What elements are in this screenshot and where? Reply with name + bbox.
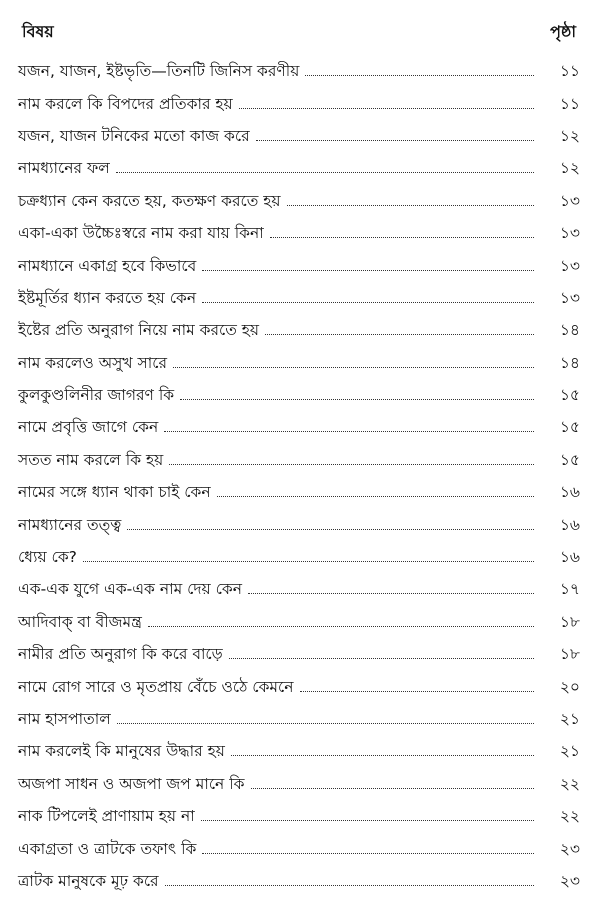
toc-entry [18, 509, 580, 541]
toc-entry-page-number: ১৬ [559, 515, 580, 534]
toc-entry [18, 348, 580, 380]
toc-entry [18, 153, 580, 185]
dot-leader [305, 75, 534, 76]
toc-entry-page-number: ১৬ [559, 548, 580, 567]
toc-entry [18, 412, 580, 444]
toc-entry-title: আদিবাক্ বা বীজমন্ত্র [18, 612, 142, 631]
toc-entry-page-number: ২৩ [559, 871, 580, 890]
toc-entry-page-number: ১৩ [559, 288, 580, 307]
toc-entry [18, 736, 580, 768]
toc-entry-title: কুলকুণ্ডলিনীর জাগরণ কি [18, 386, 175, 405]
dot-leader [229, 658, 534, 659]
toc-entry-title: অজপা সাধন ও অজপা জপ মানে কি [18, 774, 245, 793]
dot-leader [239, 108, 534, 109]
dot-leader [256, 140, 534, 141]
toc-entry-title: নাক টিপলেই প্রাণায়াম হয় না [18, 807, 195, 826]
toc-entry-page-number: ১১ [559, 94, 580, 113]
toc-entry [18, 445, 580, 477]
toc-entry [18, 121, 580, 153]
toc-entry-page-number: ১৫ [559, 418, 580, 437]
toc-entry [18, 833, 580, 865]
toc-entry [18, 704, 580, 736]
dot-leader [173, 367, 534, 368]
toc-entry-title: নাম করলেও অসুখ সারে [18, 353, 168, 372]
toc-entry-title: একা-একা উচ্চৈঃস্বরে নাম করা যায় কিনা [18, 224, 264, 243]
toc-entry-title: ধ্যেয় কে? [18, 548, 77, 567]
toc-entry-page-number: ১৪ [559, 321, 580, 340]
dot-leader [116, 172, 534, 173]
dot-leader [300, 691, 534, 692]
toc-entry-title: নামধ্যানে একাগ্র হবে কিভাবে [18, 256, 197, 275]
toc-entry [18, 671, 580, 703]
dot-leader [169, 464, 534, 465]
toc-entry-title: নাম করলেই কি মানুষের উদ্ধার হয় [18, 742, 225, 761]
toc-entry [18, 801, 580, 833]
toc-entry [18, 218, 580, 250]
toc-entry [18, 574, 580, 606]
toc-entry-page-number: ১৫ [559, 386, 580, 405]
toc-entry-page-number: ২২ [559, 807, 580, 826]
dot-leader [180, 399, 534, 400]
page-heading: পৃষ্ঠা [550, 21, 576, 41]
toc-entry [18, 639, 580, 671]
toc-entry [18, 88, 580, 120]
toc-entry-page-number: ১৩ [559, 256, 580, 275]
dot-leader [202, 853, 534, 854]
toc-entry-page-number: ১৮ [559, 645, 580, 664]
toc-entry [18, 477, 580, 509]
toc-entry-page-number: ১৪ [559, 353, 580, 372]
toc-entry [18, 542, 580, 574]
toc-entry-title: যজন, যাজন, ইষ্টভৃতি—তিনটি জিনিস করণীয় [18, 62, 300, 81]
toc-entry-page-number: ১৭ [559, 580, 580, 599]
dot-leader [202, 270, 534, 271]
toc-entry-title: ইষ্টমূর্তির ধ্যান করতে হয় কেন [18, 288, 197, 307]
toc-entry [18, 56, 580, 88]
toc-entry [18, 866, 580, 898]
dot-leader [231, 755, 534, 756]
dot-leader [270, 237, 534, 238]
toc-entry-page-number: ১২ [559, 126, 580, 145]
toc-entry [18, 380, 580, 412]
toc-entry [18, 186, 580, 218]
dot-leader [251, 788, 534, 789]
toc-entry-page-number: ১১ [559, 62, 580, 81]
toc-entry-page-number: ১৩ [559, 191, 580, 210]
toc-entry-title: নাম হাসপাতাল [18, 710, 111, 728]
toc-entry [18, 769, 580, 801]
toc-entry-page-number: ২৩ [559, 839, 580, 858]
toc-entry-page-number: ১৫ [559, 450, 580, 469]
dot-leader [217, 496, 534, 497]
toc-entry [18, 607, 580, 639]
dot-leader [83, 561, 534, 562]
toc-entry-title: নামধ্যানের ফল [18, 159, 110, 178]
toc-entry-title: এক-এক যুগে এক-এক নাম দেয় কেন [18, 580, 242, 599]
toc-entry-page-number: ১২ [559, 159, 580, 178]
toc-entry [18, 315, 580, 347]
toc-entry-title: নামে রোগ সারে ও মৃতপ্রায় বেঁচে ওঠে কেমনে [18, 677, 294, 696]
toc-entry-title: সতত নাম করলে কি হয় [18, 450, 164, 469]
toc-entry-page-number: ১৬ [559, 483, 580, 502]
dot-leader [201, 820, 534, 821]
toc-entry-title: নামে প্রবৃত্তি জাগে কেন [18, 418, 159, 437]
toc-entry-page-number: ১৮ [559, 612, 580, 631]
dot-leader [287, 205, 534, 206]
toc-entry-title: ইষ্টের প্রতি অনুরাগ নিয়ে নাম করতে হয় [18, 321, 260, 340]
toc-entry-page-number: ২১ [559, 710, 580, 728]
toc-entry-title: নামের সঙ্গে ধ্যান থাকা চাই কেন [18, 483, 211, 502]
toc-entry-page-number: ১৩ [559, 224, 580, 243]
toc-entry-title: নামধ্যানের তত্ত্ব [18, 515, 122, 534]
toc-entry-title: নাম করলে কি বিপদের প্রতিকার হয় [18, 94, 233, 113]
toc-entry-title: ত্রাটক মানুষকে মূঢ় করে [18, 871, 159, 890]
toc-entry-title: নামীর প্রতি অনুরাগ কি করে বাড়ে [18, 645, 223, 664]
toc-entry-title: চক্রধ্যান কেন করতে হয়, কতক্ষণ করতে হয় [18, 191, 281, 210]
toc-header [22, 20, 576, 44]
subject-heading: বিষয় [22, 21, 54, 41]
dot-leader [202, 302, 534, 303]
toc-entry [18, 283, 580, 315]
toc-entry [18, 250, 580, 282]
toc-entry-page-number: ২২ [559, 774, 580, 793]
toc-entry-title: একাগ্রতা ও ত্রাটকে তফাৎ কি [18, 839, 197, 858]
toc-entry-page-number: ২১ [559, 742, 580, 761]
dot-leader [265, 334, 534, 335]
toc-entry-page-number: ২০ [559, 677, 580, 696]
dot-leader [165, 885, 534, 886]
dot-leader [248, 593, 534, 594]
toc-entry-title: যজন, যাজন টনিকের মতো কাজ করে [18, 126, 250, 145]
toc-list [18, 56, 580, 898]
dot-leader [164, 431, 534, 432]
dot-leader [127, 529, 534, 530]
dot-leader [117, 723, 534, 724]
dot-leader [148, 626, 534, 627]
